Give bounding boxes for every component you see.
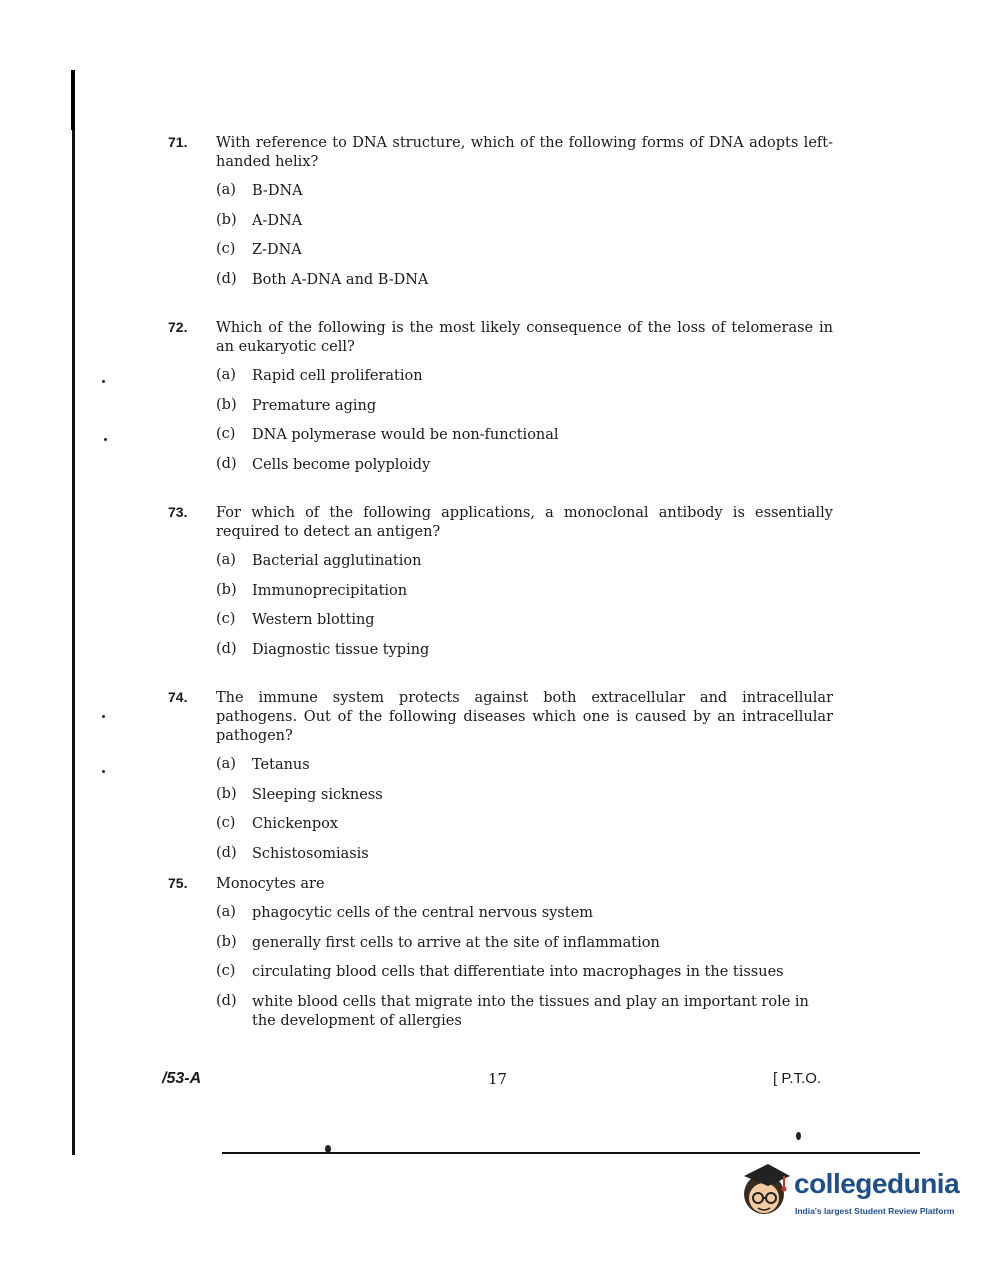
option-b <box>216 934 833 964</box>
option-text: Rapid cell proliferation <box>252 368 423 384</box>
question-text: Monocytes are <box>216 876 325 892</box>
collegedunia-logo <box>738 1160 963 1230</box>
question-75 <box>168 875 833 1033</box>
option-d <box>216 456 833 486</box>
option-label: (d) <box>216 992 237 1009</box>
option-label: (b) <box>216 933 237 950</box>
option-c <box>216 611 833 641</box>
question-73 <box>168 504 833 670</box>
option-label: (b) <box>216 581 237 598</box>
question-72 <box>168 319 833 485</box>
option-d <box>216 271 833 301</box>
option-c <box>216 241 833 271</box>
option-list <box>216 182 833 300</box>
option-label: (c) <box>216 426 236 442</box>
option-list <box>216 756 833 874</box>
option-text: phagocytic cells of the central nervous system <box>252 905 593 921</box>
option-d <box>216 993 833 1033</box>
question-text: Which of the following is the most likely consequence of the loss of telomerase in an eukaryotic cell? <box>216 320 833 355</box>
option-label: (c) <box>216 611 236 627</box>
option-text: Bacterial agglutination <box>252 553 422 569</box>
option-label: (c) <box>216 963 236 979</box>
option-d <box>216 641 833 671</box>
option-c <box>216 815 833 845</box>
option-text: white blood cells that migrate into the tissues and play an important role in the development of allergies <box>252 993 809 1029</box>
scan-margin-line <box>72 70 75 1155</box>
question-text: With reference to DNA structure, which of the following forms of DNA adopts left-handed helix? <box>216 135 833 170</box>
option-text: Chickenpox <box>252 816 339 832</box>
option-list <box>216 367 833 485</box>
option-text: Cells become polyploidy <box>252 456 431 473</box>
option-c <box>216 963 833 993</box>
option-text: Diagnostic tissue typing <box>252 641 430 658</box>
logo-wordmark: collegedunia <box>794 1168 960 1199</box>
option-text: Z-DNA <box>252 242 302 258</box>
scan-speck <box>102 770 105 773</box>
option-label: (a) <box>216 367 236 383</box>
option-d <box>216 845 833 875</box>
question-71 <box>168 134 833 300</box>
option-a <box>216 756 833 786</box>
option-a <box>216 552 833 582</box>
option-text: DNA polymerase would be non-functional <box>252 427 559 443</box>
option-a <box>216 904 833 934</box>
option-label: (d) <box>216 640 237 657</box>
option-label: (a) <box>216 552 236 568</box>
option-text: A-DNA <box>252 212 303 229</box>
scan-speck <box>102 380 105 383</box>
question-number: 73. <box>168 504 188 520</box>
page-number: 17 <box>488 1070 508 1088</box>
option-b <box>216 212 833 242</box>
scan-speck <box>325 1145 331 1153</box>
option-text: generally first cells to arrive at the site of inflammation <box>252 934 660 951</box>
mascot-icon <box>738 1160 794 1224</box>
question-number: 74. <box>168 689 188 705</box>
option-list <box>216 904 833 1033</box>
question-number: 75. <box>168 875 188 891</box>
option-list <box>216 552 833 670</box>
option-text: Immunoprecipitation <box>252 582 408 599</box>
option-text: B-DNA <box>252 183 303 199</box>
question-text: For which of the following applications, a monoclonal antibody is essentially required to detect an antigen? <box>216 505 833 540</box>
option-label: (d) <box>216 455 237 472</box>
scan-speck <box>102 715 105 718</box>
option-b <box>216 786 833 816</box>
option-b <box>216 582 833 612</box>
option-a <box>216 367 833 397</box>
option-label: (b) <box>216 396 237 413</box>
option-text: Premature aging <box>252 397 377 414</box>
option-a <box>216 182 833 212</box>
question-text: The immune system protects against both extracellular and intracellular pathogens. Out of the following diseases which one is caused by an intracellular pathogen? <box>216 690 833 744</box>
option-c <box>216 426 833 456</box>
option-label: (d) <box>216 844 237 861</box>
scan-speck <box>796 1132 801 1140</box>
option-b <box>216 397 833 427</box>
question-number: 71. <box>168 134 188 150</box>
scan-margin-line-top <box>71 70 75 130</box>
option-text: Both A-DNA and B-DNA <box>252 271 429 288</box>
option-text: circulating blood cells that differentiate into macrophages in the tissues <box>252 964 784 980</box>
option-label: (a) <box>216 756 236 772</box>
option-text: Tetanus <box>252 757 310 773</box>
pto-note: [ P.T.O. <box>773 1070 822 1087</box>
option-label: (d) <box>216 270 237 287</box>
option-label: (b) <box>216 211 237 228</box>
question-number: 72. <box>168 319 188 335</box>
option-text: Western blotting <box>252 612 375 628</box>
option-text: Schistosomiasis <box>252 845 369 862</box>
option-text: Sleeping sickness <box>252 786 383 803</box>
option-label: (c) <box>216 241 236 257</box>
option-label: (a) <box>216 182 236 198</box>
question-74 <box>168 689 833 874</box>
option-label: (b) <box>216 785 237 802</box>
option-label: (c) <box>216 815 236 831</box>
logo-tagline: India's largest Student Review Platform <box>795 1206 955 1216</box>
option-label: (a) <box>216 904 236 920</box>
paper-code: /53-A <box>162 1070 202 1087</box>
scan-speck <box>104 438 107 441</box>
